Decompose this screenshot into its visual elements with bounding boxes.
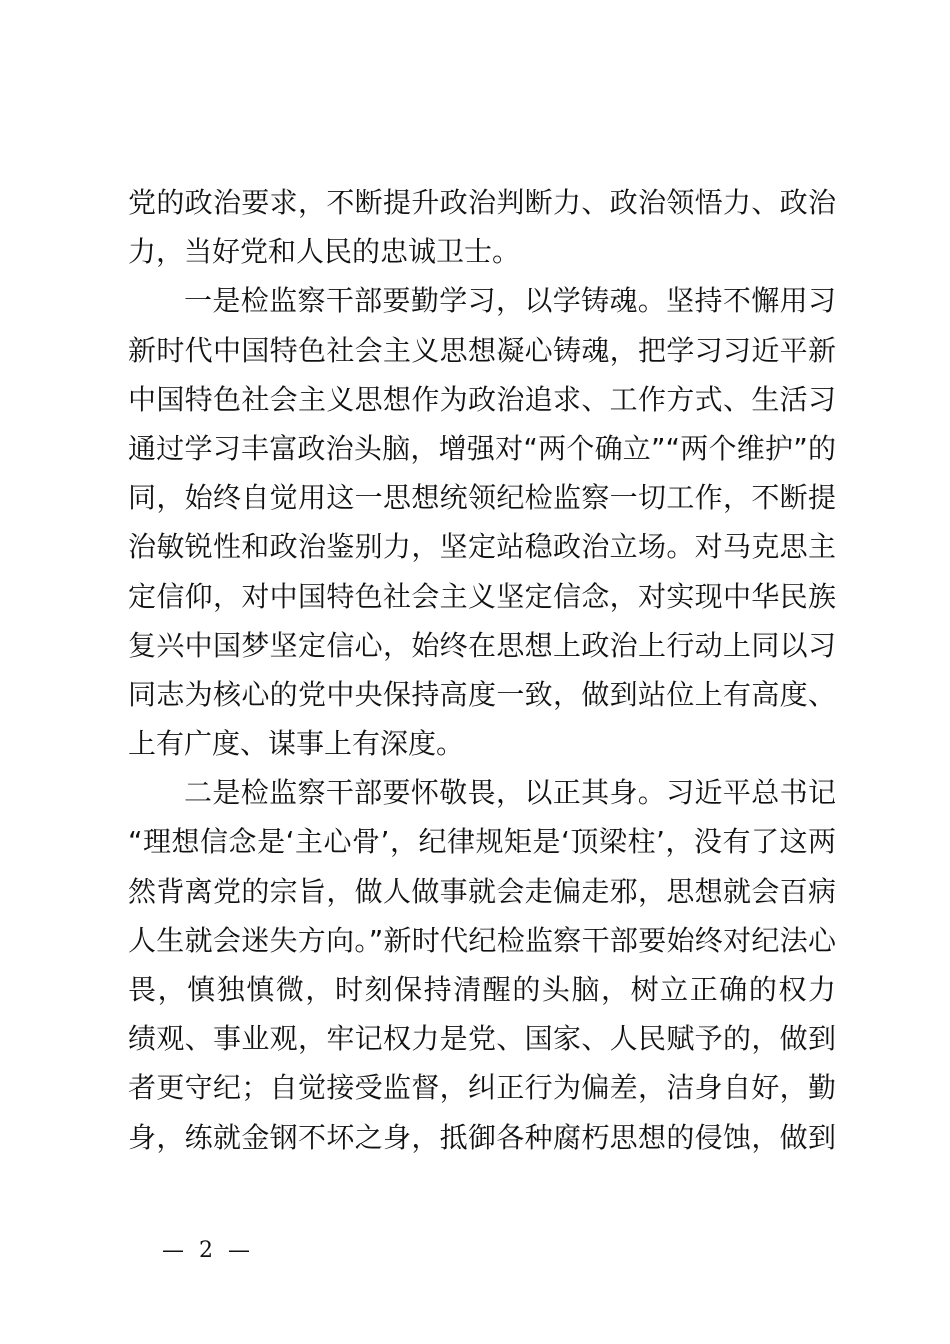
text-line: 定信仰，对中国特色社会主义坚定信念，对实现中华民族: [128, 579, 836, 613]
text-line: 人生就会迷失方向。”新时代纪检监察干部要始终对纪法心: [128, 923, 836, 957]
page-number: — 2 —: [162, 1238, 254, 1263]
text-line: 绩观、事业观，牢记权力是党、国家、人民赋予的，做到: [128, 1022, 836, 1056]
text-line: 二是检监察干部要怀敬畏，以正其身。习近平总书记: [184, 776, 836, 810]
text-line: 同，始终自觉用这一思想统领纪检监察一切工作，不断提: [128, 481, 836, 515]
text-line: 一是检监察干部要勤学习，以学铸魂。坚持不懈用习: [184, 284, 836, 318]
body-text: [128, 178, 836, 1162]
text-line: 新时代中国特色社会主义思想凝心铸魂，把学习习近平新: [128, 333, 836, 367]
text-line: 中国特色社会主义思想作为政治追求、工作方式、生活习: [128, 382, 836, 416]
text-line: 上有广度、谋事上有深度。: [128, 727, 465, 761]
text-line: 治敏锐性和政治鉴别力，坚定站稳政治立场。对马克思主: [128, 530, 836, 564]
text-line: 者更守纪；自觉接受监督，纠正行为偏差，洁身自好，勤: [128, 1071, 836, 1105]
text-line: 通过学习丰富政治头脑，增强对“两个确立”“两个维护”的: [128, 431, 836, 465]
text-line: “理想信念是‘主心骨’，纪律规矩是‘顶梁柱’，没有了这两: [128, 825, 836, 859]
text-line: 复兴中国梦坚定信心，始终在思想上政治上行动上同以习: [128, 628, 836, 662]
text-line: 同志为核心的党中央保持高度一致，做到站位上有高度、: [128, 677, 836, 711]
text-line: 身，练就金钢不坏之身，抵御各种腐朽思想的侵蚀，做到: [128, 1120, 836, 1154]
text-line: 力，当好党和人民的忠诚卫士。: [128, 235, 521, 269]
text-line: 然背离党的宗旨，做人做事就会走偏走邪，思想就会百病: [128, 874, 836, 908]
text-line: 党的政治要求，不断提升政治判断力、政治领悟力、政治: [128, 186, 836, 219]
text-line: 畏，慎独慎微，时刻保持清醒的头脑，树立正确的权力: [128, 973, 836, 1006]
